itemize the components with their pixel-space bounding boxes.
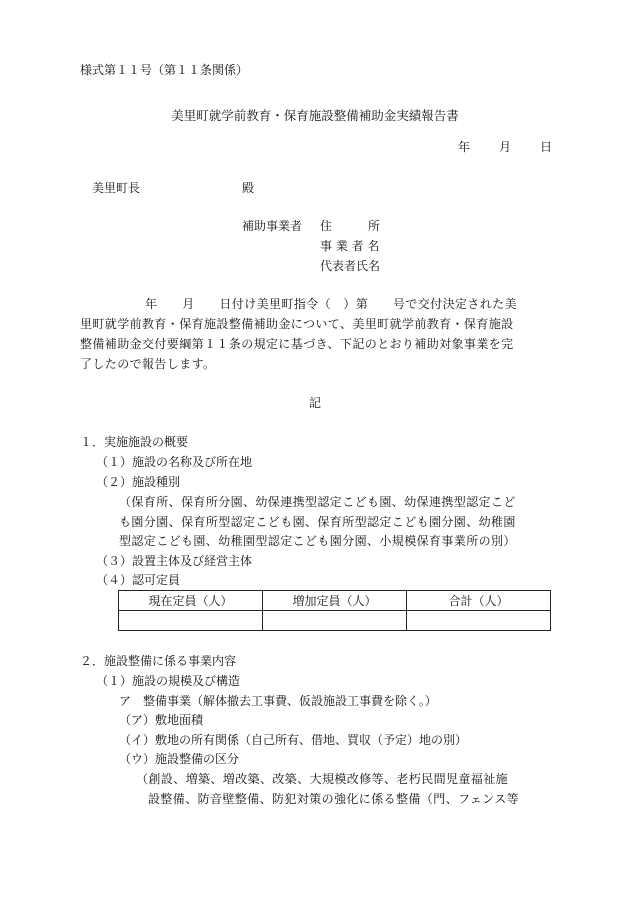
section-1-item-2: （２）施設種別 (96, 475, 181, 489)
applicant-representative-label: 代表者氏名 (320, 259, 381, 273)
section-1-title: １．実施施設の概要 (80, 435, 189, 449)
section-2-item-1: （１）施設の規模及び構造 (96, 674, 241, 688)
section-1-item-3: （３）設置主体及び経営主体 (96, 554, 253, 568)
form-number: 様式第１１号（第１１条関係） (80, 63, 249, 77)
section-2-item-a1: （ア）敷地面積 (119, 713, 204, 727)
section-1-item-4: （４）認可定員 (96, 573, 181, 587)
facility-category-note-line-2: 設整備、防音壁整備、防犯対策の強化に係る整備（門、フェンス等 (148, 792, 520, 806)
cell-current-capacity[interactable] (119, 611, 263, 631)
facility-type-note-line-1: （保育所、保育所分園、幼保連携型認定こども園、幼保連携型認定こど (119, 495, 516, 509)
section-1-item-1: （１）施設の名称及び所在地 (96, 455, 253, 469)
ki-mark: 記 (308, 396, 321, 410)
capacity-table-header-row (119, 591, 551, 611)
header-increased-capacity: 増加定員（人） (263, 591, 407, 611)
header-current-capacity: 現在定員（人） (119, 591, 263, 611)
facility-type-note-line-3: 型認定こども園、幼稚園型認定こども園分園、小規模保育事業所の別） (119, 534, 516, 548)
capacity-table-row (119, 611, 551, 631)
document-title: 美里町就学前教育・保育施設整備補助金実績報告書 (171, 108, 459, 123)
body-line-3: 整備補助金交付要綱第１１条の規定に基づき、下記のとおり補助対象事業を完 (80, 337, 514, 351)
body-line-1: 年 月 日付け美里町指令（ ）第 号で交付決定された美 (145, 297, 518, 311)
addressee-honorific: 殿 (242, 181, 255, 195)
cell-increased-capacity[interactable] (263, 611, 407, 631)
section-2-title: ２．施設整備に係る事業内容 (80, 654, 237, 668)
date-year: 年 (458, 140, 471, 154)
applicant-business-name-label: 事 業 者 名 (320, 239, 380, 253)
date-month: 月 (499, 140, 512, 154)
body-line-2: 里町就学前教育・保育施設整備補助金について、美里町就学前教育・保育施設 (80, 317, 514, 331)
section-2-item-a2: （イ）敷地の所有関係（自己所有、借地、買収（予定）地の別） (119, 733, 468, 747)
applicant-address-label: 住 所 (320, 219, 381, 233)
facility-type-note-line-2: も園分園、保育所型認定こども園、保育所型認定こども園分園、幼稚園 (119, 515, 516, 529)
section-2-item-a3: （ウ）施設整備の区分 (119, 752, 240, 766)
addressee-name: 美里町長 (92, 181, 141, 195)
body-line-4: 了したので報告します。 (80, 357, 216, 371)
header-total-capacity: 合計（人） (407, 591, 551, 611)
section-2-item-a: ア 整備事業（解体撤去工事費、仮設施設工事費を除く。） (119, 694, 437, 708)
facility-category-note-line-1: （創設、増築、増改築、改築、大規模改修等、老朽民間児童福祉施 (136, 772, 509, 786)
cell-total-capacity[interactable] (407, 611, 551, 631)
capacity-table (118, 590, 551, 631)
applicant-label: 補助事業者 (242, 219, 303, 233)
date-day: 日 (540, 140, 553, 154)
